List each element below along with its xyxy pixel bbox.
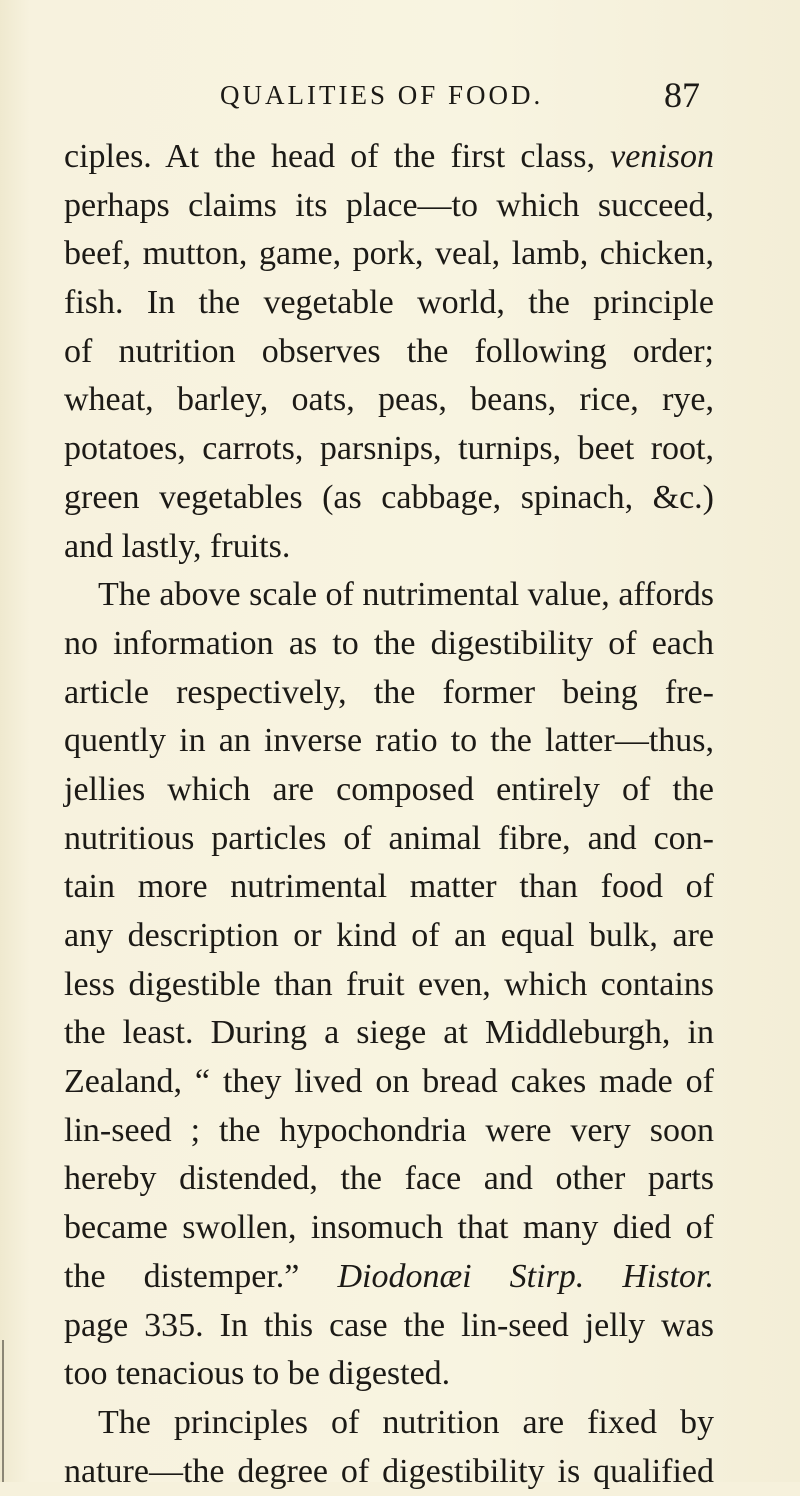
text-line bbox=[64, 1448, 714, 1496]
text-line bbox=[64, 1350, 714, 1399]
text-line bbox=[64, 328, 714, 377]
text-line bbox=[64, 133, 714, 182]
text-line bbox=[64, 376, 714, 425]
text-line bbox=[64, 1155, 714, 1204]
text-line bbox=[64, 230, 714, 279]
text-line bbox=[64, 1058, 714, 1107]
text-segment: less digestible than fruit even, which contains bbox=[64, 965, 714, 1003]
text-line bbox=[64, 425, 714, 474]
page-number: 87 bbox=[664, 75, 700, 115]
text-line bbox=[64, 1302, 714, 1351]
text-segment: and lastly, fruits. bbox=[64, 527, 291, 565]
text-segment: any description or kind of an equal bulk, are bbox=[64, 917, 714, 954]
text-segment: article respectively, the former being fre- bbox=[64, 673, 714, 711]
text-segment: ciples. At the head of the first class, bbox=[64, 138, 611, 175]
text-line bbox=[64, 669, 714, 718]
text-segment: fish. In the vegetable world, the principle bbox=[64, 284, 714, 322]
text-line bbox=[64, 620, 714, 669]
text-line bbox=[64, 1107, 714, 1156]
text-segment: Zealand, “ they lived on bread cakes made of bbox=[64, 1063, 714, 1101]
text-line bbox=[64, 717, 714, 766]
body-text bbox=[64, 133, 714, 1496]
text-line bbox=[64, 1253, 714, 1302]
text-segment: beef, mutton, game, pork, veal, lamb, chicken, bbox=[64, 235, 714, 273]
text-line bbox=[64, 279, 714, 328]
text-segment: tain more nutrimental matter than food of bbox=[64, 868, 714, 906]
text-segment: wheat, barley, oats, peas, beans, rice, rye, bbox=[64, 381, 714, 419]
text-segment: The above scale of nutrimental value, affords bbox=[98, 576, 714, 614]
text-segment: no information as to the digestibility of each bbox=[64, 624, 714, 662]
page-edge-rule bbox=[2, 1340, 4, 1482]
text-segment: potatoes, carrots, parsnips, turnips, beet root, bbox=[64, 430, 714, 468]
text-line bbox=[64, 1399, 714, 1448]
italic-text: venison bbox=[610, 138, 714, 175]
text-line bbox=[64, 815, 714, 864]
text-segment: became swollen, insomuch that many died of bbox=[64, 1209, 714, 1247]
text-segment: the least. During a siege at Middleburgh, in bbox=[64, 1014, 714, 1052]
text-line bbox=[64, 912, 714, 961]
text-segment: The principles of nutrition are fixed by bbox=[98, 1403, 714, 1441]
page-header bbox=[0, 74, 800, 114]
text-segment: jellies which are composed entirely of the bbox=[64, 770, 714, 808]
text-line bbox=[64, 571, 714, 620]
text-line bbox=[64, 1204, 714, 1253]
text-segment: of nutrition observes the following order; bbox=[64, 332, 714, 370]
text-segment: perhaps claims its place—to which succeed, bbox=[64, 186, 714, 224]
text-segment: lin-seed ; the hypochondria were very soon bbox=[64, 1111, 714, 1149]
text-segment: nutritious particles of animal fibre, and con- bbox=[64, 819, 714, 857]
text-segment: the distemper.” bbox=[64, 1257, 338, 1295]
text-segment: green vegetables (as cabbage, spinach, &c.) bbox=[64, 478, 714, 516]
text-segment: hereby distended, the face and other parts bbox=[64, 1160, 714, 1198]
text-line bbox=[64, 766, 714, 815]
text-segment: page 335. In this case the lin-seed jelly was bbox=[64, 1306, 714, 1344]
text-segment: nature—the degree of digestibility is qualified bbox=[64, 1452, 714, 1490]
text-line bbox=[64, 523, 714, 572]
text-segment: quently in an inverse ratio to the latter—thus, bbox=[64, 722, 714, 760]
text-line bbox=[64, 863, 714, 912]
text-line bbox=[64, 182, 714, 231]
italic-text: Diodonæi Stirp. Histor. bbox=[337, 1257, 714, 1295]
text-line bbox=[64, 961, 714, 1010]
text-segment: too tenacious to be digested. bbox=[64, 1355, 451, 1393]
text-line bbox=[64, 474, 714, 523]
text-line bbox=[64, 1009, 714, 1058]
running-title: QUALITIES OF FOOD. bbox=[220, 80, 544, 110]
